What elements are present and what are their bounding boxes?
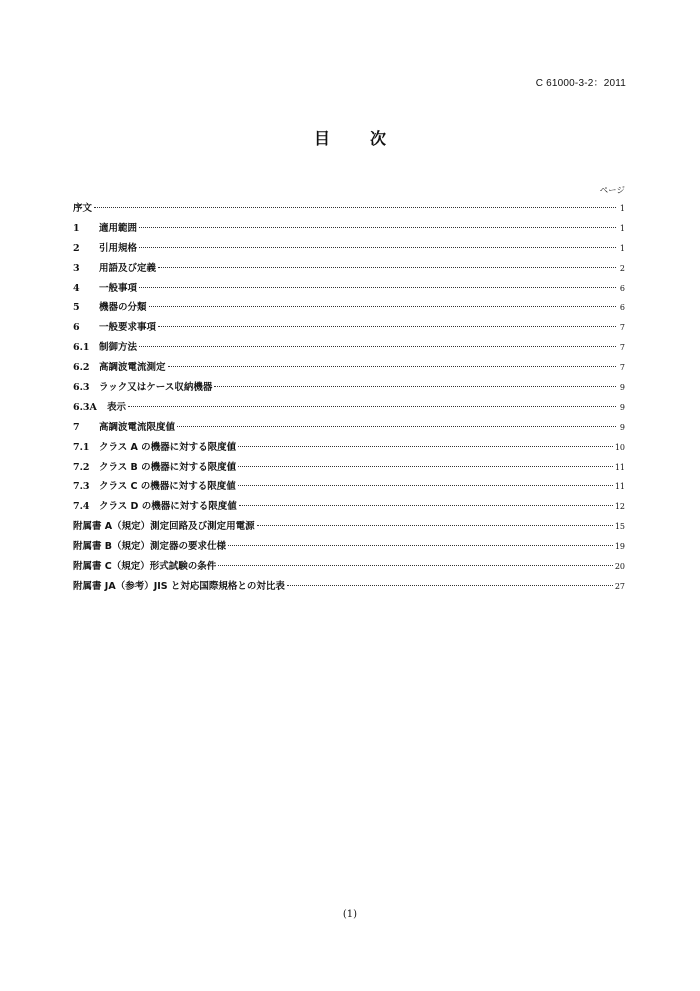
toc-entry-number: 7.2 [73,461,90,473]
toc-entry-page: 6 [619,303,625,313]
dot-leader [238,446,613,447]
toc-entry-number: 7.1 [73,441,90,453]
toc-entry-title: 適用範囲 [99,222,138,234]
toc-entry-title: クラス D の機器に対する限度値 [99,501,237,513]
toc-entry[interactable] [73,358,625,378]
toc-entry[interactable] [73,517,625,537]
toc-entry-title: 一般要求事項 [99,322,157,334]
toc-entry[interactable] [73,279,625,299]
toc-entry-number: 7.3 [73,481,90,493]
toc-entry-title: 用語及び定義 [99,262,157,274]
page-column-header: ページ [599,186,625,196]
page-number: (1) [342,909,358,920]
toc-entry[interactable] [73,219,625,239]
toc-entry[interactable] [73,438,625,458]
toc-entry-title: 附属書 C（規定）形式試験の条件 [73,561,217,573]
toc-entry-page: 12 [614,502,625,512]
toc-entry-number: 5 [73,302,80,314]
toc-entry-number: 3 [73,262,80,274]
toc-entry[interactable] [73,458,625,478]
dot-leader [238,466,613,467]
toc-entry-page: 9 [619,402,625,412]
toc-entry-title: ラック又はケース収納機器 [99,382,213,394]
toc-entry-title: 引用規格 [99,242,138,254]
dot-leader [287,585,613,586]
toc-entry-title: 高調波電流限度値 [99,421,176,433]
toc-entry-title: 機器の分類 [99,302,147,314]
toc-entry-number: 6.2 [73,362,90,374]
dot-leader [238,485,613,486]
toc-entry-page: 7 [619,343,625,353]
page-title: 目 次 [313,129,398,148]
toc-entry-title: クラス A の機器に対する限度値 [99,441,237,453]
toc-entry-title: クラス C の機器に対する限度値 [99,481,236,493]
toc-entry-title: 表示 [107,401,127,413]
toc-entry-number: 6.3 [73,382,90,394]
toc-entry-title: 制御方法 [99,342,138,354]
toc-entry[interactable] [73,239,625,259]
toc-entry-number: 7.4 [73,501,90,513]
toc-entry-page: 11 [614,462,625,472]
toc-entry-page: 7 [619,363,625,373]
toc-entry-page: 27 [614,581,625,591]
toc-entry-title: 附属書 A（規定）測定回路及び測定用電源 [73,521,255,533]
toc-entry[interactable] [73,477,625,497]
toc-entry[interactable] [73,318,625,338]
toc-entry-page: 2 [619,263,625,273]
table-of-contents [73,199,625,597]
dot-leader [218,565,613,566]
dot-leader [239,505,613,506]
toc-entry-page: 9 [619,422,625,432]
dot-leader [149,306,616,307]
toc-entry-title: 序文 [73,203,93,214]
toc-entry-number: 6.3A [73,401,97,413]
toc-entry-number: 6.1 [73,342,90,354]
dot-leader [214,386,616,387]
toc-entry-page: 15 [614,522,625,532]
dot-leader [228,545,613,546]
toc-entry[interactable] [73,298,625,318]
toc-entry-page: 1 [619,204,625,213]
toc-entry-title: クラス B の機器に対する限度値 [99,461,237,473]
toc-entry-number: 1 [73,222,80,234]
toc-entry-page: 19 [614,542,625,552]
document-code: C 61000-3-2：2011 [535,78,626,89]
dot-leader [128,406,616,407]
toc-entry-page: 10 [614,442,625,452]
toc-entry[interactable] [73,259,625,279]
toc-entry[interactable] [73,338,625,358]
toc-entry-page: 1 [619,223,625,233]
dot-leader [139,287,616,288]
toc-entry-page: 9 [619,383,625,393]
toc-entry-page: 1 [619,243,625,253]
toc-entry-title: 附属書 B（規定）測定器の要求仕様 [73,541,227,553]
dot-leader [139,247,616,248]
dot-leader [139,227,616,228]
toc-entry[interactable] [73,199,625,219]
toc-entry-page: 6 [619,283,625,293]
toc-entry-number: 6 [73,322,80,334]
dot-leader [139,346,616,347]
toc-entry-title: 高調波電流測定 [99,362,166,374]
dot-leader [94,207,616,208]
toc-entry-title: 附属書 JA（参考）JIS と対応国際規格との対比表 [73,580,285,592]
dot-leader [177,426,616,427]
toc-entry[interactable] [73,398,625,418]
toc-entry-number: 2 [73,242,80,254]
toc-entry-page: 20 [614,562,625,572]
toc-entry[interactable] [73,418,625,438]
toc-entry[interactable] [73,378,625,398]
toc-entry[interactable] [73,577,625,597]
dot-leader [158,267,616,268]
toc-entry-page: 11 [614,482,625,492]
dot-leader [158,326,616,327]
toc-entry-number: 4 [73,282,80,294]
toc-entry-title: 一般事項 [99,282,138,294]
dot-leader [168,366,616,367]
toc-entry[interactable] [73,557,625,577]
dot-leader [257,525,613,526]
toc-entry-number: 7 [73,421,80,433]
toc-entry[interactable] [73,497,625,517]
toc-entry-page: 7 [619,323,625,333]
toc-entry[interactable] [73,537,625,557]
